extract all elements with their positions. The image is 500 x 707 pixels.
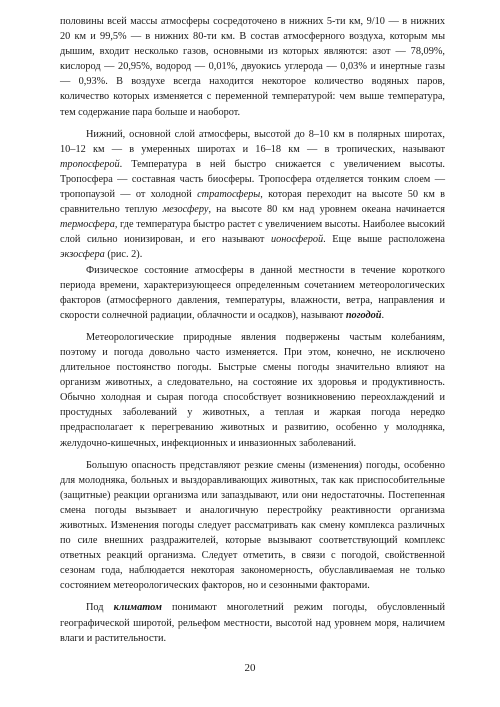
term-exosphere: экзосфера	[60, 249, 105, 261]
text-run: . Температура в ней быстро снижается с увеличением высоты. Тропосфера — составная часть биосферы. Тропосфера отделяется тонким слоем — тропопаузой — от холодной	[60, 158, 445, 201]
term-mesosphere: мезосферу	[162, 204, 209, 216]
text-run: .	[381, 309, 385, 321]
term-troposphere: тропосферой	[60, 158, 120, 170]
term-climate: климатом	[113, 602, 162, 614]
text-run: Под	[86, 602, 114, 614]
term-thermosphere: термосфера	[60, 219, 115, 231]
paragraph-weather-effects: Метеорологические природные явления подвержены частым колебаниям, поэтому и погода довольно часто изменяется. При этом, конечно, не исключено длительное постоянство погоды. Быстрые смены погоды значительно влияют на организм животных, а следовательно, на состояние их здоровья и продуктивность. Обычно холодная и сырая погода способствует возникновению переохлаждений и простудных заболеваний у животных, а теплая и жаркая погода нередко предрасполагает к перегреванию животных и развитию, особенно у молодняка, желудочно-кишечных, инфекционных и инвазионных заболеваний.	[60, 331, 445, 449]
paragraph-weather-definition	[60, 263, 445, 323]
text-run: Физическое состояние атмосферы в данной местности в течение короткого периода времени, характеризующееся определенным сочетанием метеорологических факторов (атмосферного давления, температуры, влажности, ветра, направления и скорости солнечной радиации, облачности и осадков), называют	[60, 264, 445, 321]
text-run: . Еще выше расположена	[323, 234, 445, 246]
page-number: 20	[244, 662, 256, 674]
term-ionosphere: ионосферой	[270, 234, 324, 246]
paragraph-climate-definition	[60, 600, 445, 645]
text-run: , которая переходит на высоте 50 км в сравнительно теплую	[60, 189, 445, 216]
paragraph-atmosphere-layers	[60, 127, 445, 263]
text-run: , где температура быстро растет с увеличением высоты. Наиболее высокий слой сильно ионизирован, и его называют	[60, 219, 445, 246]
paragraph-weather-changes: Большую опасность представляют резкие смены (изменения) погоды, особенно для молодняка, больных и выздоравливающих животных, так как приспособительные (защитные) реакции организма или запаздывают, или они недостаточны. Постепенная смена погоды вызывает и аналогичную перестройку реактивности организма животных. Изменения погоды следует рассматривать как смену комплекса различных по силе внешних раздражителей, которые вызывают соответствующий комплекс ответных реакций организма. Следует отметить, в связи с погодой, свойственной сезонам года, наблюдается некоторая закономерность, обуславливаемая не только состоянием метеорологических факторов, но и сезонными факторами.	[60, 459, 445, 592]
paragraph-atmosphere-composition: половины всей массы атмосферы сосредоточено в нижних 5-ти км, 9/10 — в нижних 20 км и 99,5% — в нижних 80-ти км. В состав атмосферного воздуха, которым мы дышим, входит несколько газов, основными из которых являются: азот — 78,09%, кислород — 20,95%, водород — 0,01%, двуокись углерода — 0,03% и инертные газы — 0,93%. В воздухе всегда находится некоторое количество водяных паров, количество которых изменяется с переменной температурой: чем выше температура, тем содержание пара больше и наоборот.	[60, 16, 445, 118]
body-text	[60, 14, 445, 646]
text-run: (рис. 2).	[104, 249, 143, 261]
text-run: понимают многолетний режим погоды, обусловленный географической широтой, рельефом местности, высотой над уровнем моря, наличием влаги и растительности.	[60, 602, 445, 644]
text-run: , на высоте 80 км над уровнем океана начинается	[208, 204, 445, 216]
text-run: Нижний, основной слой атмосферы, высотой до 8–10 км в полярных широтах, 10–12 км — в умеренных широтах и 16–18 км — в тропических, называют	[60, 128, 445, 155]
term-stratosphere: стратосферы	[197, 189, 261, 201]
term-weather: погодой	[345, 309, 382, 321]
